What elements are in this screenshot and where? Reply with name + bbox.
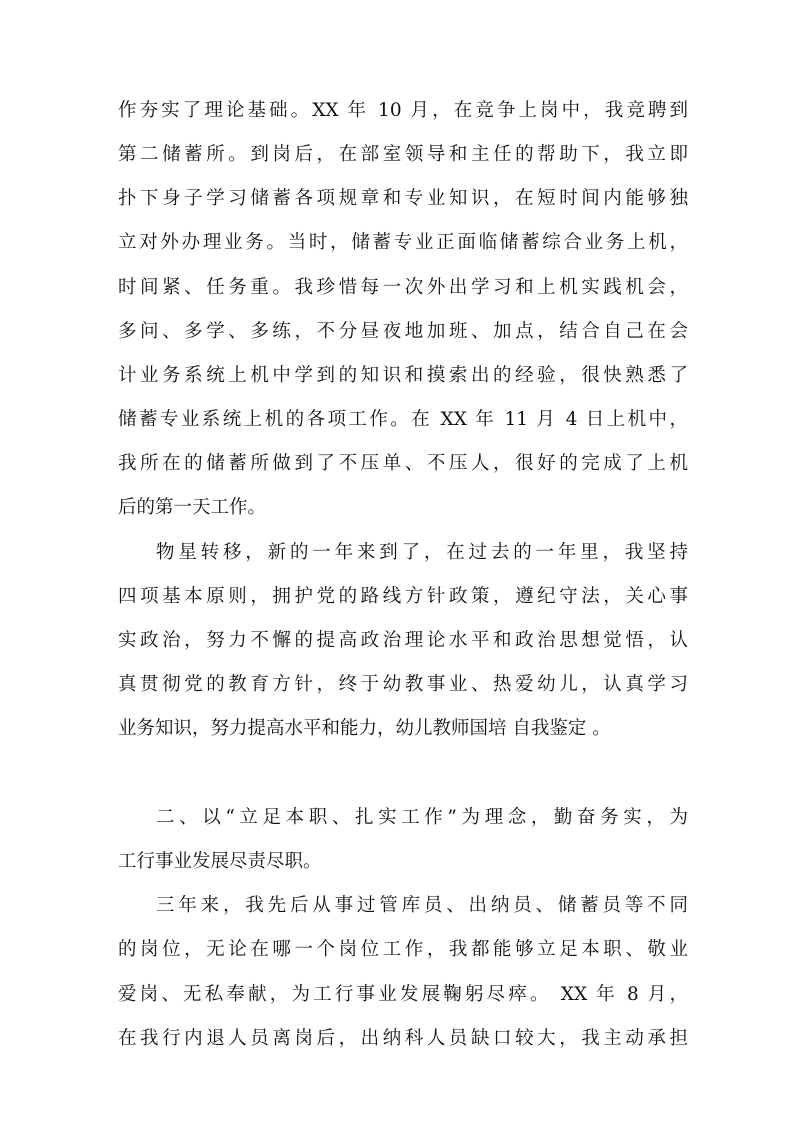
text-line: 第二储蓄所。到岗后，在部室领导和主任的帮助下，我立即: [118, 144, 688, 165]
text-line: 业务知识，努力提高水平和能力，幼儿教师国培 自我鉴定 。: [118, 718, 611, 739]
text-line: 爱岗、无私奉献，为工行事业发展鞠躬尽瘁。 XX 年 8 月，: [118, 984, 688, 1005]
text-line: 在我行内退人员离岗后，出纳科人员缺口较大，我主动承担: [118, 1028, 688, 1049]
text-line: 时间紧、任务重。我珍惜每一次外出学习和上机实践机会，: [118, 277, 688, 298]
text-line: 真贯彻党的教育方针，终于幼教事业、热爱幼儿，认真学习: [118, 674, 688, 695]
text-line: 多问、多学、多练，不分昼夜地加班、加点，结合自己在会: [118, 321, 688, 342]
text-line: 后的第一天工作。: [118, 497, 267, 518]
text-line: 立对外办理业务。当时，储蓄专业正面临储蓄综合业务上机，: [118, 232, 688, 253]
text-line: 我所在的储蓄所做到了不压单、不压人，很好的完成了上机: [118, 453, 688, 474]
text-line: 计业务系统上机中学到的知识和摸索出的经验，很快熟悉了: [118, 365, 688, 386]
text-line: 物星转移，新的一年来到了，在过去的一年里，我坚持: [156, 542, 688, 563]
text-line: 扑下身子学习储蓄各项规章和专业知识，在短时间内能够独: [118, 188, 688, 209]
text-line: 的岗位，无论在哪一个岗位工作，我都能够立足本职、敬业: [118, 939, 688, 960]
text-line: 四项基本原则，拥护党的路线方针政策，遵纪守法，关心事: [118, 586, 688, 607]
section-heading: 工行事业发展尽责尽职。: [118, 851, 322, 872]
text-line: 三年来，我先后从事过管库员、出纳员、储蓄员等不同: [156, 895, 688, 916]
text-line: 储蓄专业系统上机的各项工作。在 XX 年 11 月 4 日上机中，: [118, 409, 688, 430]
text-line: 实政治，努力不懈的提高政治理论水平和政治思想觉悟，认: [118, 630, 688, 651]
text-line: 作夯实了理论基础。XX 年 10 月，在竞争上岗中，我竞聘到: [118, 100, 688, 121]
section-heading: 二、以“立足本职、扎实工作”为理念，勤奋务实，为: [156, 807, 688, 828]
